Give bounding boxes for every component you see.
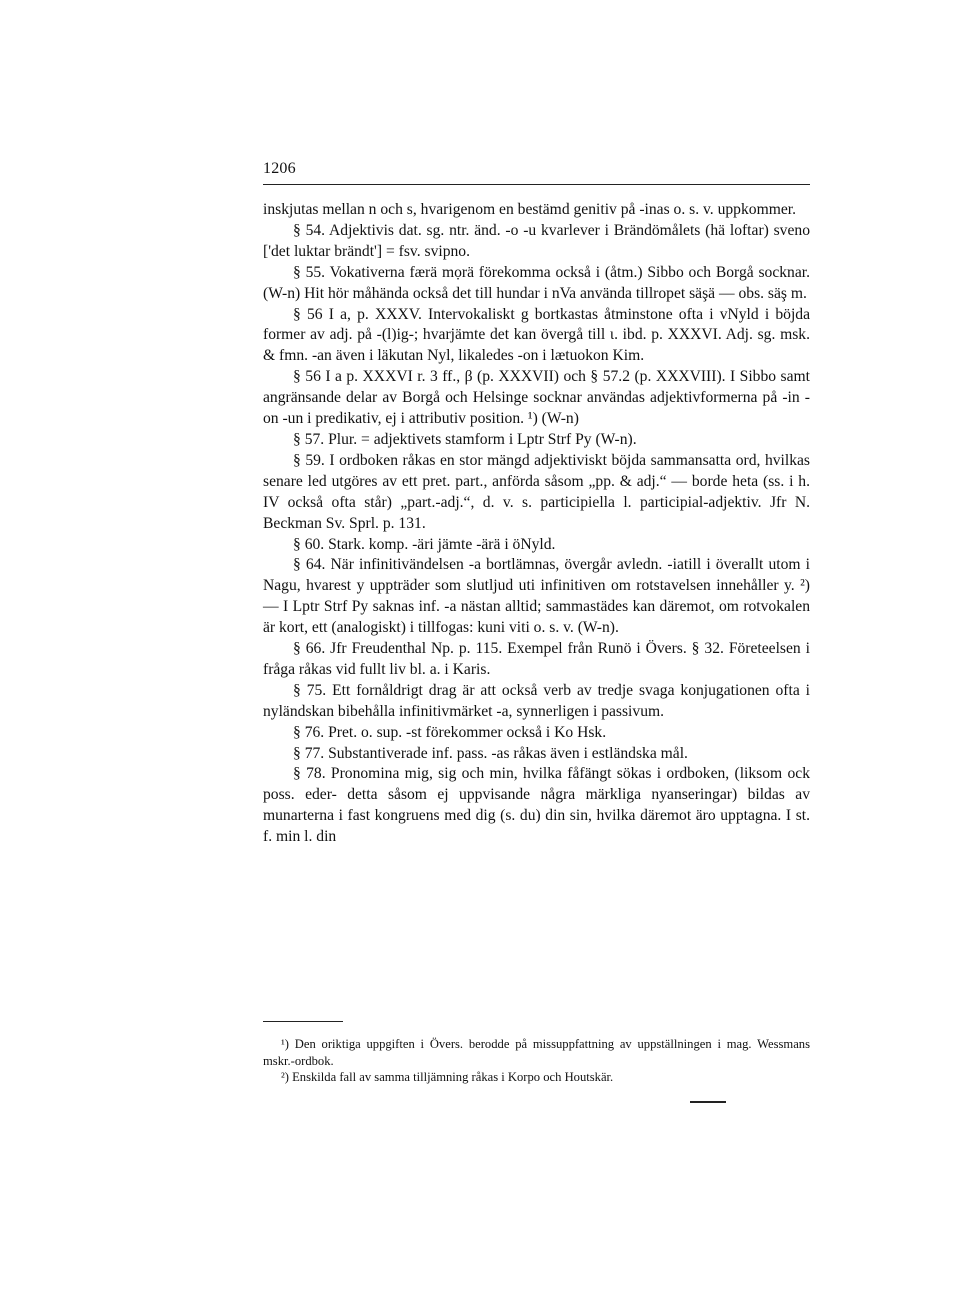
footnote: ¹) Den oriktiga uppgiften i Övers. berodde på missuppfattning av uppställningen i mag. Wessmans mskr.-ordbok. [263,1037,810,1068]
paragraph: § 60. Stark. komp. -äri jämte -ärä i öNyld. [293,535,556,553]
page-number: 1206 [263,160,296,177]
page-header [263,160,810,185]
paragraph: § 76. Pret. o. sup. -st förekommer också i Ko Hsk. [293,723,607,741]
body-text [263,200,810,848]
paragraph: § 54. Adjektivis dat. sg. ntr. änd. -o -u kvarlever i Brändömålets (hä loftar) sveno ['det luktar brändt'] = fsv. svipno. [263,221,810,260]
paragraph: § 77. Substantiverade inf. pass. -as råkas även i estländska mål. [293,744,688,762]
paragraph: § 56 I a p. XXXVI r. 3 ff., β (p. XXXVII) och § 57.2 (p. XXXVIII). I Sibbo samt angränsande delar av Borgå och Helsinge socknar användas adjektivformerna på -in -on -un i predikativ, ej i attributiv position. ¹) (W-n) [263,368,810,428]
paragraph: § 57. Plur. = adjektivets stamform i Lptr Strf Py (W-n). [293,430,637,448]
paragraph: § 78. Pronomina mig, sig och min, hvilka fåfängt sökas i ordboken, (liksom ock poss. eder- detta såsom ej uppvisande några märkliga nyanseringar) bildas av munarterna i fast kongruens med dig (s. du) din sin, hvilka däremot äro upptagna. I st. f. min l. din [263,765,810,846]
paragraph: § 75. Ett fornåldrigt drag är att också verb av tredje svaga konjugationen ofta i nyländskan bibehålla infinitivmärket -a, synnerligen i passivum. [263,681,810,720]
paragraph: § 55. Vokativerna færä mọrä förekomma också i (åtm.) Sibbo och Borgå socknar. (W-n) Hit hör måhända också det till hundar i nVa använda tillropet säşä — obs. säş m. [263,263,810,302]
paragraph: § 64. När infinitivändelsen -a bortlämnas, övergår avledn. -iatill i överallt utom i Nagu, hvarest y uppträder som slutljud uti infinitiven om rotstavelsen innehåller y. ²) — I Lptr Strf Py saknas inf. -a nästan alltid; sammastädes kan däremot, om rotvokalen är kort, ett (analogiskt) i tillfogas: kuni viti o. s. v. (W-n). [263,556,810,637]
paragraph: § 59. I ordboken råkas en stor mängd adjektiviskt böjda sammansatta ord, hvilkas senare led utgöres av ett pret. part., anförda såsom „pp. & adj.“ — borde heta (ss. i h. IV också ofta står) „part.-adj.“, d. v. s. participiella l. participial-adjektiv. Jfr N. Beckman Sv. Sprl. p. 131. [263,451,810,532]
paragraph: § 56 I a, p. XXXV. Intervokaliskt g bortkastas åtminstone ofta i vNyld i böjda former av adj. på -(l)ig-; hvarjämte det kan övergå till ɩ. ibd. p. XXXVI. Adj. sg. msk. & fmn. -an även i läkutan Nyl, likaledes -on i lætuokon Kim. [263,305,810,365]
footnote: ²) Enskilda fall av samma tilljämning råkas i Korpo och Houtskär. [281,1070,614,1085]
footnotes [263,1036,810,1086]
printer-mark [690,1101,726,1103]
paragraph: § 66. Jfr Freudenthal Np. p. 115. Exempel från Runö i Övers. § 32. Företeelsen i fråga råkas vid fullt liv bl. a. i Karis. [263,640,810,678]
footnote-divider [263,1021,343,1022]
paragraph: inskjutas mellan n och s, hvarigenom en bestämd genitiv på -inas o. s. v. uppkommer. [263,201,796,218]
